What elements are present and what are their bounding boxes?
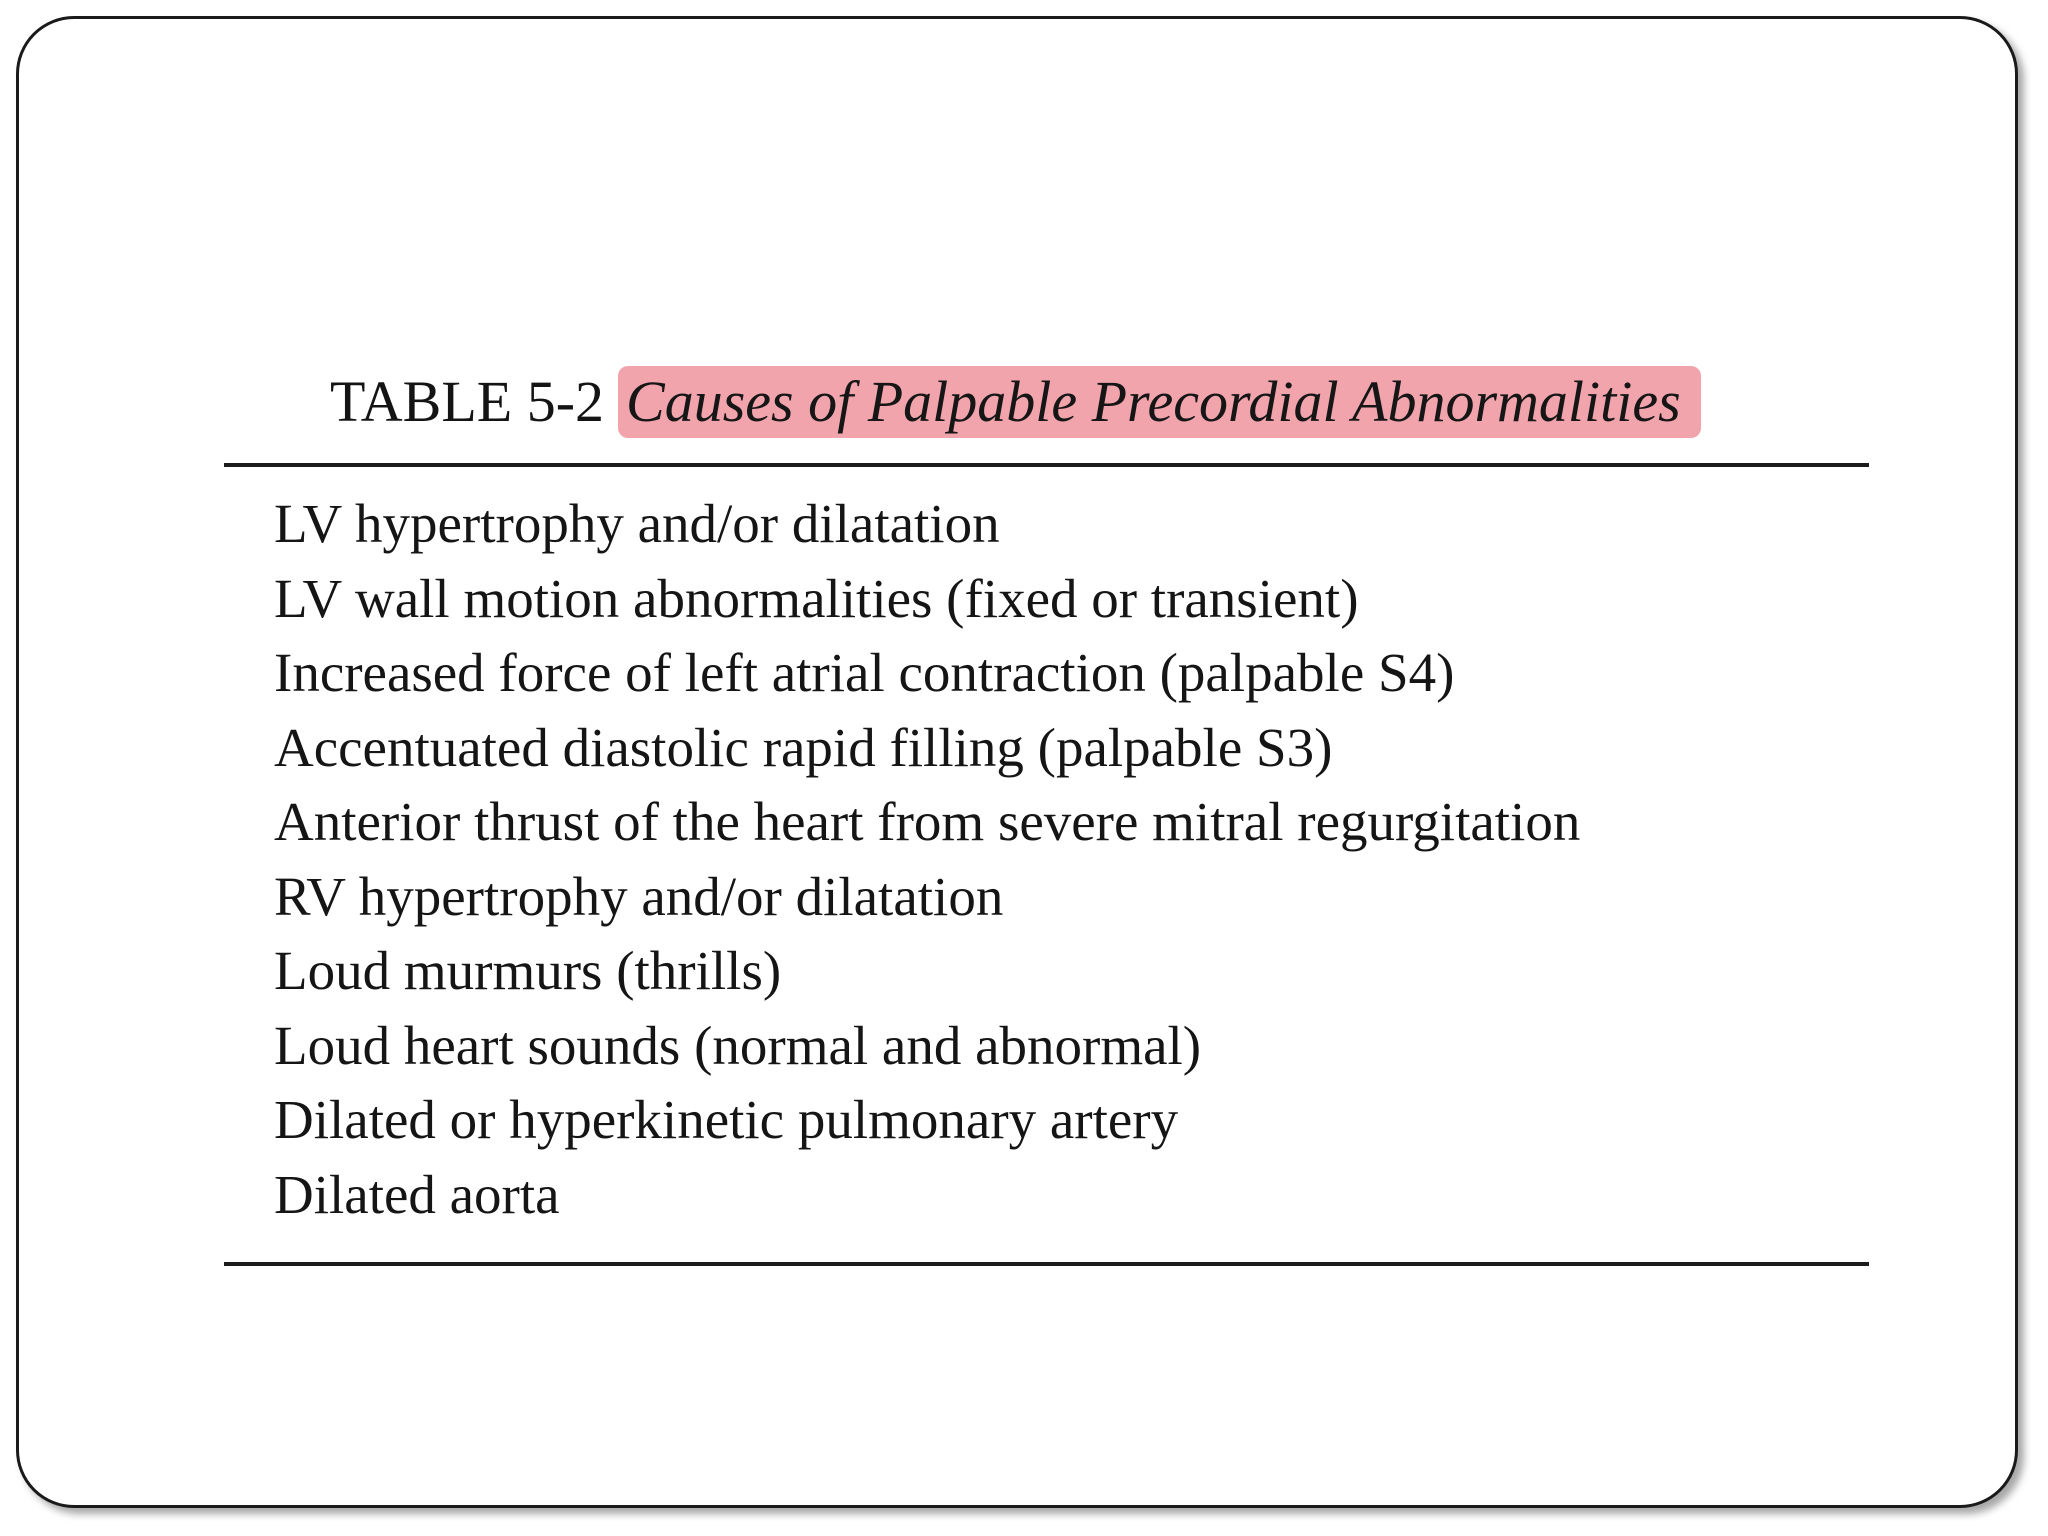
list-item: Dilated or hyperkinetic pulmonary artery [274, 1089, 1179, 1150]
list-item: Increased force of left atrial contraction (palpable S4) [274, 642, 1455, 703]
table-number: TABLE 5-2 [330, 369, 605, 434]
list-item: Loud murmurs (thrills) [274, 940, 782, 1001]
list-item: Dilated aorta [274, 1163, 560, 1225]
table-title [330, 366, 1701, 438]
table-bottom-rule [224, 1262, 1869, 1266]
list-item: Anterior thrust of the heart from severe mitral regurgitation [274, 791, 1581, 852]
table-caption-highlighted: Causes of Palpable Precordial Abnormalities [618, 366, 1701, 438]
list-item: RV hypertrophy and/or dilatation [274, 865, 1004, 927]
list-item: LV wall motion abnormalities (fixed or transient) [274, 567, 1359, 629]
table-figure [224, 354, 1869, 1274]
causes-list [274, 487, 1580, 1232]
table-top-rule [224, 463, 1869, 467]
list-item: Loud heart sounds (normal and abnormal) [274, 1014, 1202, 1076]
list-item: Accentuated diastolic rapid filling (palpable S3) [274, 716, 1333, 778]
slide-frame [16, 16, 2018, 1508]
list-item: LV hypertrophy and/or dilatation [274, 493, 1000, 554]
